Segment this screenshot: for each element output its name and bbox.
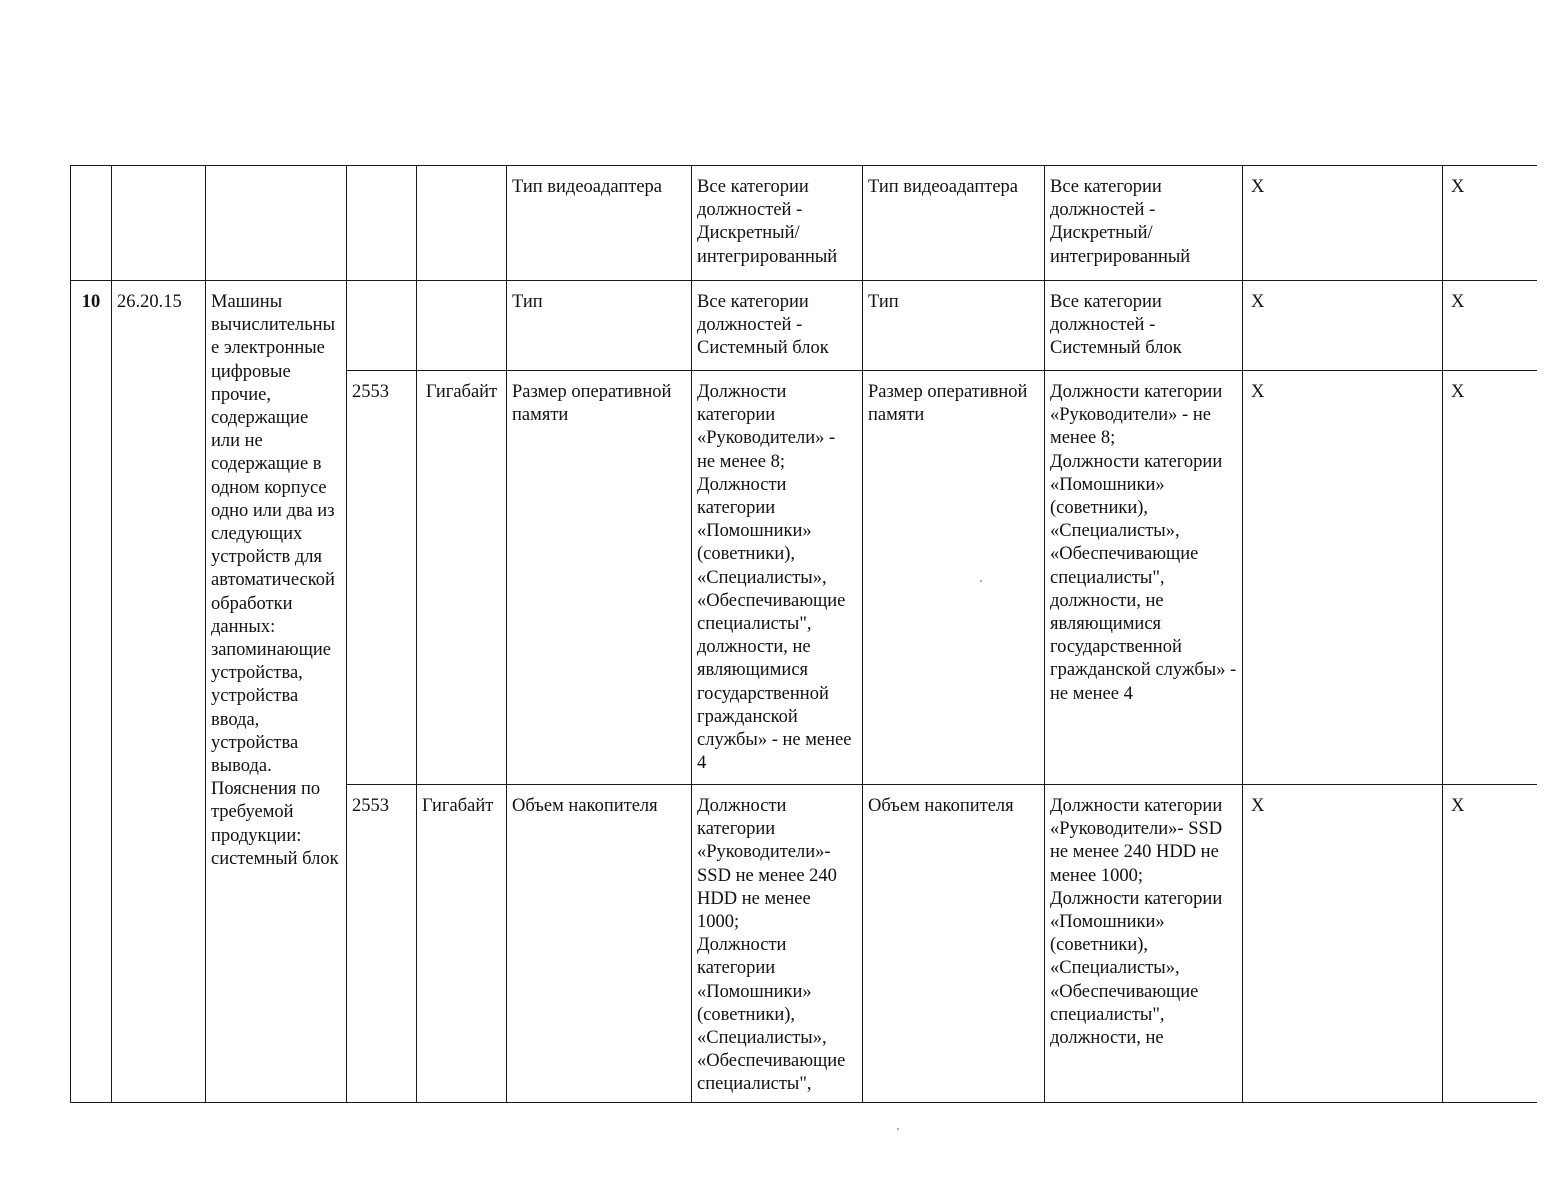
x-mark: X (1443, 166, 1537, 281)
characteristic-name-approved: Объем накопителя (863, 785, 1045, 1103)
cell-unit-empty (417, 281, 507, 371)
cell-okei-empty (347, 166, 417, 281)
characteristic-name: Размер оперативной памяти (507, 371, 692, 785)
cell-unit-empty (417, 166, 507, 281)
row-type (71, 281, 1537, 371)
characteristic-value-approved: Все категории должностей - Дискретный/интегрированный (1045, 166, 1243, 281)
unit-name: Гигабайт (417, 785, 507, 1103)
characteristic-value: Все категории должностей - Дискретный/интегрированный (692, 166, 863, 281)
characteristic-value-approved: Должности категории «Руководители»- SSD не менее 240 HDD не менее 1000; Должности категории «Помошники» (советники), «Специалисты», «Обеспечивающие специалисты", должности, не (1045, 785, 1243, 1103)
x-mark: X (1243, 371, 1443, 785)
requirements-table (70, 165, 1537, 1103)
item-number: 10 (71, 281, 112, 1103)
x-mark: X (1443, 371, 1537, 785)
x-mark: X (1443, 281, 1537, 371)
cell-desc-empty (206, 166, 347, 281)
characteristic-name: Тип (507, 281, 692, 371)
characteristic-name: Тип видеоадаптера (507, 166, 692, 281)
cell-num-empty (71, 166, 112, 281)
cell-code-empty (112, 166, 206, 281)
scan-speck (980, 580, 982, 582)
item-description: Машины вычислительные электронные цифровые прочие, содержащие или не содержащие в одном корпусе одно или два из следующих устройств для автоматической обработки данных: запоминающие устройства, устройства ввода, устройства вывода. Пояснения по требуемой продукции: системный блок (206, 281, 347, 1103)
x-mark: X (1443, 785, 1537, 1103)
row-videoadapter (71, 166, 1537, 281)
characteristic-value: Все категории должностей - Системный блок (692, 281, 863, 371)
scan-speck (897, 1128, 899, 1130)
characteristic-value-approved: Должности категории «Руководители» - не менее 8; Должности категории «Помошники» (советники), «Специалисты», «Обеспечивающие специалисты", должности, не являющимися государственной гражданской службы» - не менее 4 (1045, 371, 1243, 785)
okei-code: 2553 (347, 785, 417, 1103)
unit-name: Гигабайт (417, 371, 507, 785)
okpd2-code: 26.20.15 (112, 281, 206, 1103)
characteristic-name-approved: Тип (863, 281, 1045, 371)
okei-code: 2553 (347, 371, 417, 785)
characteristic-value: Должности категории «Руководители»- SSD не менее 240 HDD не менее 1000; Должности категории «Помошники» (советники), «Специалисты», «Обеспечивающие специалисты", (692, 785, 863, 1103)
characteristic-name-approved: Тип видеоадаптера (863, 166, 1045, 281)
x-mark: X (1243, 281, 1443, 371)
characteristic-value: Должности категории «Руководители» - не менее 8; Должности категории «Помошники» (советники), «Специалисты», «Обеспечивающие специалисты", должности, не являющимися государственной гражданской службы» - не менее 4 (692, 371, 863, 785)
x-mark: X (1243, 166, 1443, 281)
x-mark: X (1243, 785, 1443, 1103)
characteristic-value-approved: Все категории должностей - Системный блок (1045, 281, 1243, 371)
characteristic-name-approved: Размер оперативной памяти (863, 371, 1045, 785)
characteristic-name: Объем накопителя (507, 785, 692, 1103)
cell-okei-empty (347, 281, 417, 371)
